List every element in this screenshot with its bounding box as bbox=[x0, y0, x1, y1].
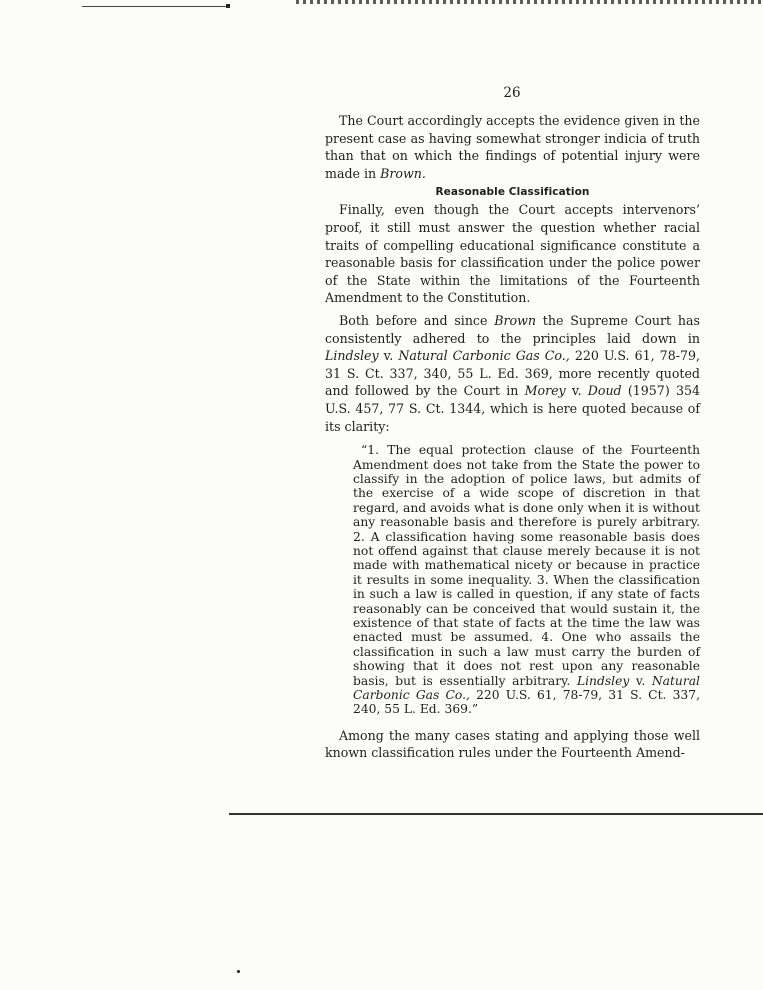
block-quote bbox=[353, 443, 700, 717]
italic-text: Brown. bbox=[380, 165, 426, 181]
page-number: 26 bbox=[503, 85, 521, 101]
italic-text: Morey bbox=[524, 383, 566, 399]
text-segment: The Court accordingly accepts the evidence given in the present case as having somewhat stronger indicia of truth than that on which the findings of potential injury were made in bbox=[325, 113, 700, 181]
scan-speck bbox=[237, 970, 240, 973]
text-segment: “1. The equal protection clause of the Fourteenth Amendment does not take from the State the power to classify in the adoption of police laws, but admits of the exercise of a wide scope of discretion in that regard, and avoids what is done only when it is without any reasonable basis and therefore is purely arbitrary. 2. A classification having some reasonable basis does not offend against that clause merely because it is not made with mathematical nicety or because in practice it results in some inequality. 3. When the classification in such a law is called in question, if any state of facts reasonably can be conceived that would sustain it, the existence of that state of facts at the time the law was enacted must be assumed. 4. One who assails the classification in such a law must carry the burden of showing that it does not rest upon any reasonable basis, but is essentially arbitrary. bbox=[353, 443, 700, 688]
scan-edge-line bbox=[82, 6, 230, 7]
text-segment: (1957) 354 U.S. 457, 77 S. Ct. 1344, which is here quoted because of its clarity: bbox=[325, 383, 700, 434]
italic-text: Brown bbox=[494, 312, 536, 328]
italic-text: Lindsley bbox=[576, 673, 630, 688]
italic-text: Lindsley bbox=[325, 348, 379, 364]
section-heading: Reasonable Classification bbox=[435, 186, 590, 199]
text-segment: the Supreme Court has consistently adhered to the principles laid down in bbox=[325, 312, 700, 346]
scan-edge-mark bbox=[226, 4, 230, 8]
text-segment: v. bbox=[565, 383, 588, 399]
page-body bbox=[325, 112, 700, 762]
paragraph bbox=[325, 201, 700, 307]
text-segment: Among the many cases stating and applying those well known classification rules under the Fourteenth Amend- bbox=[325, 727, 700, 761]
text-segment: 220 U.S. 61, 78-79, 31 S. Ct. 337, 340, 55 L. Ed. 369, more recently quoted and followed by the Court in bbox=[325, 348, 700, 399]
text-segment: v. bbox=[378, 348, 399, 364]
paragraph bbox=[325, 727, 700, 762]
text-segment: Finally, even though the Court accepts intervenors’ proof, it still must answer the question whether racial traits of compelling educational significance constitute a reasonable basis for classification under the police power of the State within the limitations of the Fourteenth Amendment to the Constitution. bbox=[325, 202, 700, 306]
italic-text: Natural Carbonic Gas Co., bbox=[398, 348, 570, 364]
text-segment: 220 U.S. 61, 78-79, 31 S. Ct. 337, 240, 55 L. Ed. 369.” bbox=[353, 688, 700, 717]
page-bottom-rule bbox=[229, 813, 763, 815]
scan-edge-dots bbox=[296, 0, 763, 4]
italic-text: Natural Carbonic Gas Co., bbox=[353, 673, 700, 702]
italic-text: Doud bbox=[587, 383, 622, 399]
text-segment: Both before and since bbox=[339, 312, 495, 328]
paragraph bbox=[325, 312, 700, 435]
text-segment: v. bbox=[629, 673, 652, 688]
paragraph bbox=[325, 112, 700, 182]
